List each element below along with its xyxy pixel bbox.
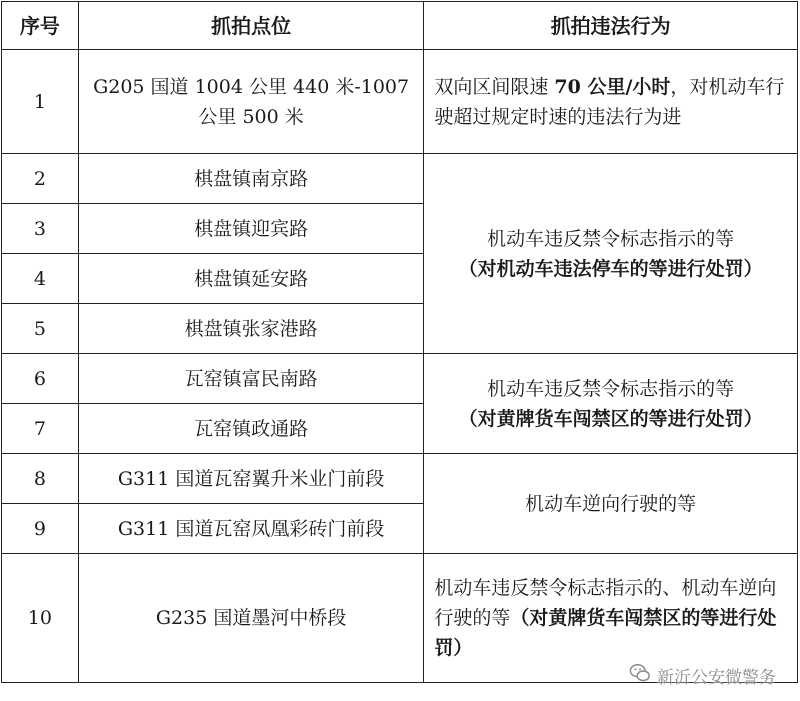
row-no: 2 [2, 154, 79, 204]
behavior-line: 机动车违反禁令标志指示的等 [487, 227, 735, 250]
watermark-text: 新沂公安微警务 [657, 668, 776, 688]
speed-limit: 70 公里/小时 [554, 75, 671, 98]
group-behavior [424, 354, 798, 454]
group-behavior [424, 154, 798, 354]
group-behavior: 机动车逆向行驶的等 [424, 454, 798, 554]
header-location: 抓拍点位 [78, 2, 424, 50]
row-location: 瓦窑镇富民南路 [78, 354, 424, 404]
behavior-text: ，对机动车行驶超过规定时速的违法行为进 [434, 75, 785, 128]
table-row [2, 454, 798, 504]
table-row [2, 154, 798, 204]
row-location: G205 国道 1004 公里 440 米-1007 公里 500 米 [78, 50, 424, 154]
row-behavior [424, 50, 798, 154]
row-location: 棋盘镇迎宾路 [78, 204, 424, 254]
watermark [629, 662, 776, 689]
row-location: G311 国道瓦窑翼升米业门前段 [78, 454, 424, 504]
table-row [2, 354, 798, 404]
penalty-line: （对机动车违法停车的等进行处罚） [458, 257, 763, 280]
header-behavior: 抓拍违法行为 [424, 2, 798, 50]
row-no: 4 [2, 254, 79, 304]
row-location: 棋盘镇南京路 [78, 154, 424, 204]
row-no: 3 [2, 204, 79, 254]
row-no: 10 [2, 554, 79, 683]
behavior-text: 双向区间限速 [434, 75, 555, 98]
row-location: 棋盘镇张家港路 [78, 304, 424, 354]
row-no: 9 [2, 504, 79, 554]
penalty-line: （对黄牌货车闯禁区的等进行处罚） [458, 407, 763, 430]
table-row [2, 50, 798, 154]
row-location: G311 国道瓦窑凤凰彩砖门前段 [78, 504, 424, 554]
row-no: 6 [2, 354, 79, 404]
row-location: 瓦窑镇政通路 [78, 404, 424, 454]
row-location: 棋盘镇延安路 [78, 254, 424, 304]
violation-capture-table [1, 1, 798, 683]
row-no: 7 [2, 404, 79, 454]
row-no: 5 [2, 304, 79, 354]
header-no: 序号 [2, 2, 79, 50]
row-no: 1 [2, 50, 79, 154]
row-no: 8 [2, 454, 79, 504]
row-location: G235 国道墨河中桥段 [78, 554, 424, 683]
wechat-icon [629, 662, 651, 689]
header-row [2, 2, 798, 50]
behavior-text: 机动车违反禁令标志指示的、机动车逆向行驶的等 [434, 577, 777, 629]
behavior-line: 机动车违反禁令标志指示的等 [487, 377, 735, 400]
penalty-line: （对黄牌货车闯禁区的等进行处罚） [434, 607, 777, 659]
